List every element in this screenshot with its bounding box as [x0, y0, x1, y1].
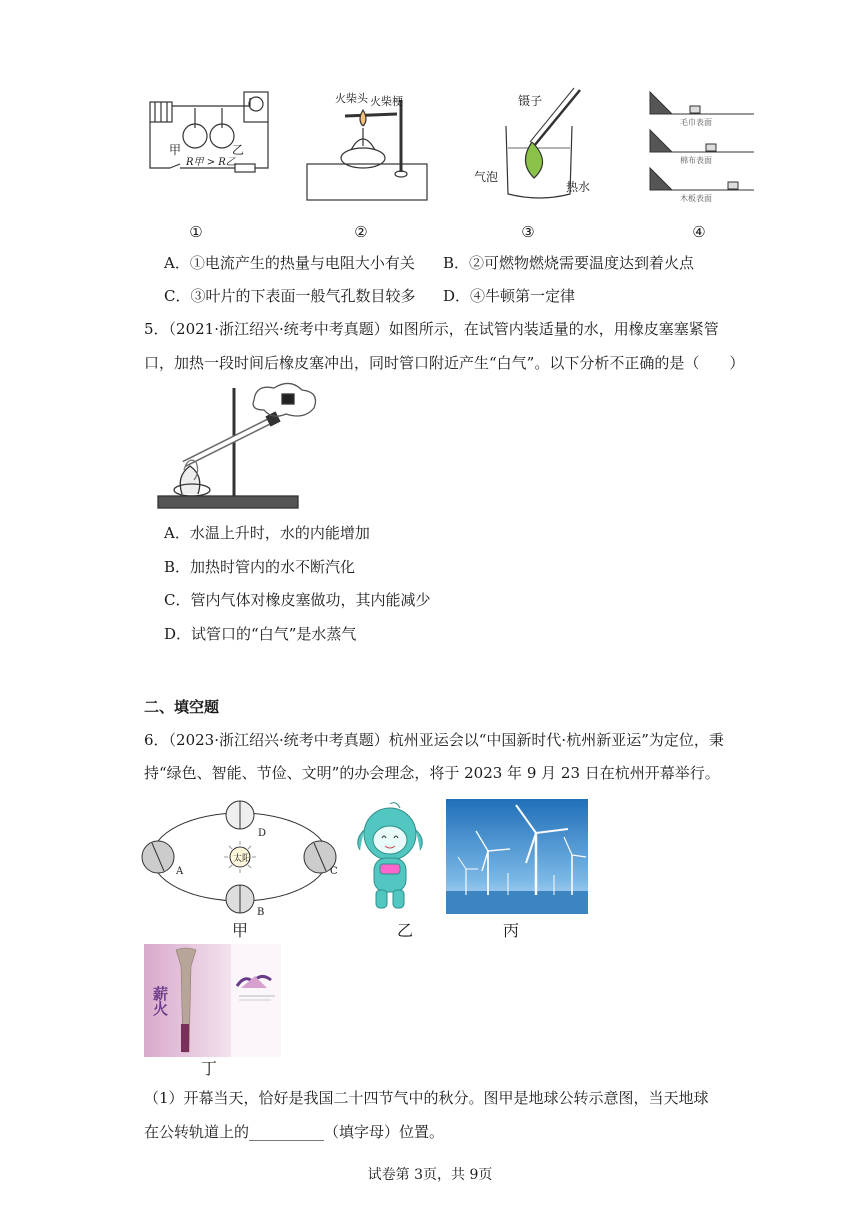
- figure-label-jia: 甲: [232, 921, 249, 940]
- hot-water-label: 热水: [566, 180, 591, 194]
- figure-number-4: ④: [692, 223, 706, 241]
- orbit-point-d: D: [258, 828, 267, 839]
- q5-stem-line1: 5．（2021·浙江绍兴·统考中考真题）如图所示，在试管内装适量的水，用橡皮塞塞紧管: [144, 320, 719, 338]
- sun-label: 太阳: [233, 854, 252, 864]
- q6-stem-line1: 6．（2023·浙江绍兴·统考中考真题）杭州亚运会以“中国新时代·杭州新亚运”为定位，秉: [144, 731, 724, 749]
- orbit-point-b: B: [257, 907, 265, 918]
- q4-option-d: D．④牛顿第一定律: [443, 287, 576, 305]
- q6-stem-line2: 持“绿色、智能、节俭、文明”的办会理念，将于 2023 年 9 月 23 日在杭州开幕举行。: [144, 764, 720, 782]
- q4-option-c: C．③叶片的下表面一般气孔数目较多: [164, 287, 416, 305]
- figure-label-yi: 乙: [397, 921, 414, 940]
- poster-logo-panel: [231, 944, 281, 1057]
- section-title: 二、填空题: [144, 698, 220, 716]
- figure-number-1: ①: [189, 223, 203, 241]
- orbit-point-a: A: [176, 866, 184, 877]
- mascot-figure: [350, 800, 430, 915]
- fig1-formula: R甲 > R乙: [186, 157, 236, 168]
- figure-label-ding: 丁: [201, 1059, 218, 1078]
- torch-poster-text: 薪火: [151, 986, 169, 1016]
- surface-label-3: 木板表面: [680, 194, 712, 203]
- q5-option-d: D．试管口的“白气”是水蒸气: [164, 625, 357, 643]
- asian-games-logo-icon: [231, 944, 281, 1004]
- tweezers-label: 镊子: [518, 94, 543, 108]
- figure-number-2: ②: [354, 223, 368, 241]
- orbit-point-c: C: [330, 866, 338, 877]
- ramp-surfaces-figure: [646, 86, 756, 206]
- match-stick-label: 火柴梗: [370, 95, 403, 108]
- q5-option-c: C．管内气体对橡皮塞做功，其内能减少: [164, 591, 431, 609]
- torch-poster-figure: [144, 944, 231, 1057]
- q4-option-b: B．②可燃物燃烧需要温度达到着火点: [443, 254, 695, 272]
- q6-sub1-line1: （1）开幕当天，恰好是我国二十四节气中的秋分。图甲是地球公转示意图，当天地球: [144, 1089, 709, 1107]
- q4-option-a: A．①电流产生的热量与电阻大小有关: [164, 254, 415, 272]
- fig1-label-jia: 甲: [169, 143, 182, 157]
- test-tube-heating-figure: [154, 380, 324, 512]
- q6-sub1-line2: 在公转轨道上的__________（填字母）位置。: [144, 1123, 445, 1141]
- surface-label-2: 棉布表面: [680, 156, 712, 165]
- q5-option-b: B．加热时管内的水不断汽化: [164, 558, 356, 576]
- match-head-label: 火柴头: [335, 92, 368, 105]
- fig1-label-yi: 乙: [232, 143, 245, 157]
- page-footer: 试卷第 3页，共 9页: [367, 1167, 493, 1183]
- q5-stem-line2: 口，加热一段时间后橡皮塞冲出，同时管口附近产生“白气”。以下分析不正确的是（ ）: [144, 354, 745, 372]
- figure-number-3: ③: [521, 223, 535, 241]
- circuit-figure: [140, 88, 275, 188]
- bubbles-label: 气泡: [474, 170, 499, 184]
- q5-option-a: A．水温上升时，水的内能增加: [164, 524, 370, 542]
- surface-label-1: 毛巾表面: [680, 118, 712, 127]
- wind-turbines-figure: [446, 799, 588, 914]
- figure-label-bing: 丙: [503, 921, 520, 940]
